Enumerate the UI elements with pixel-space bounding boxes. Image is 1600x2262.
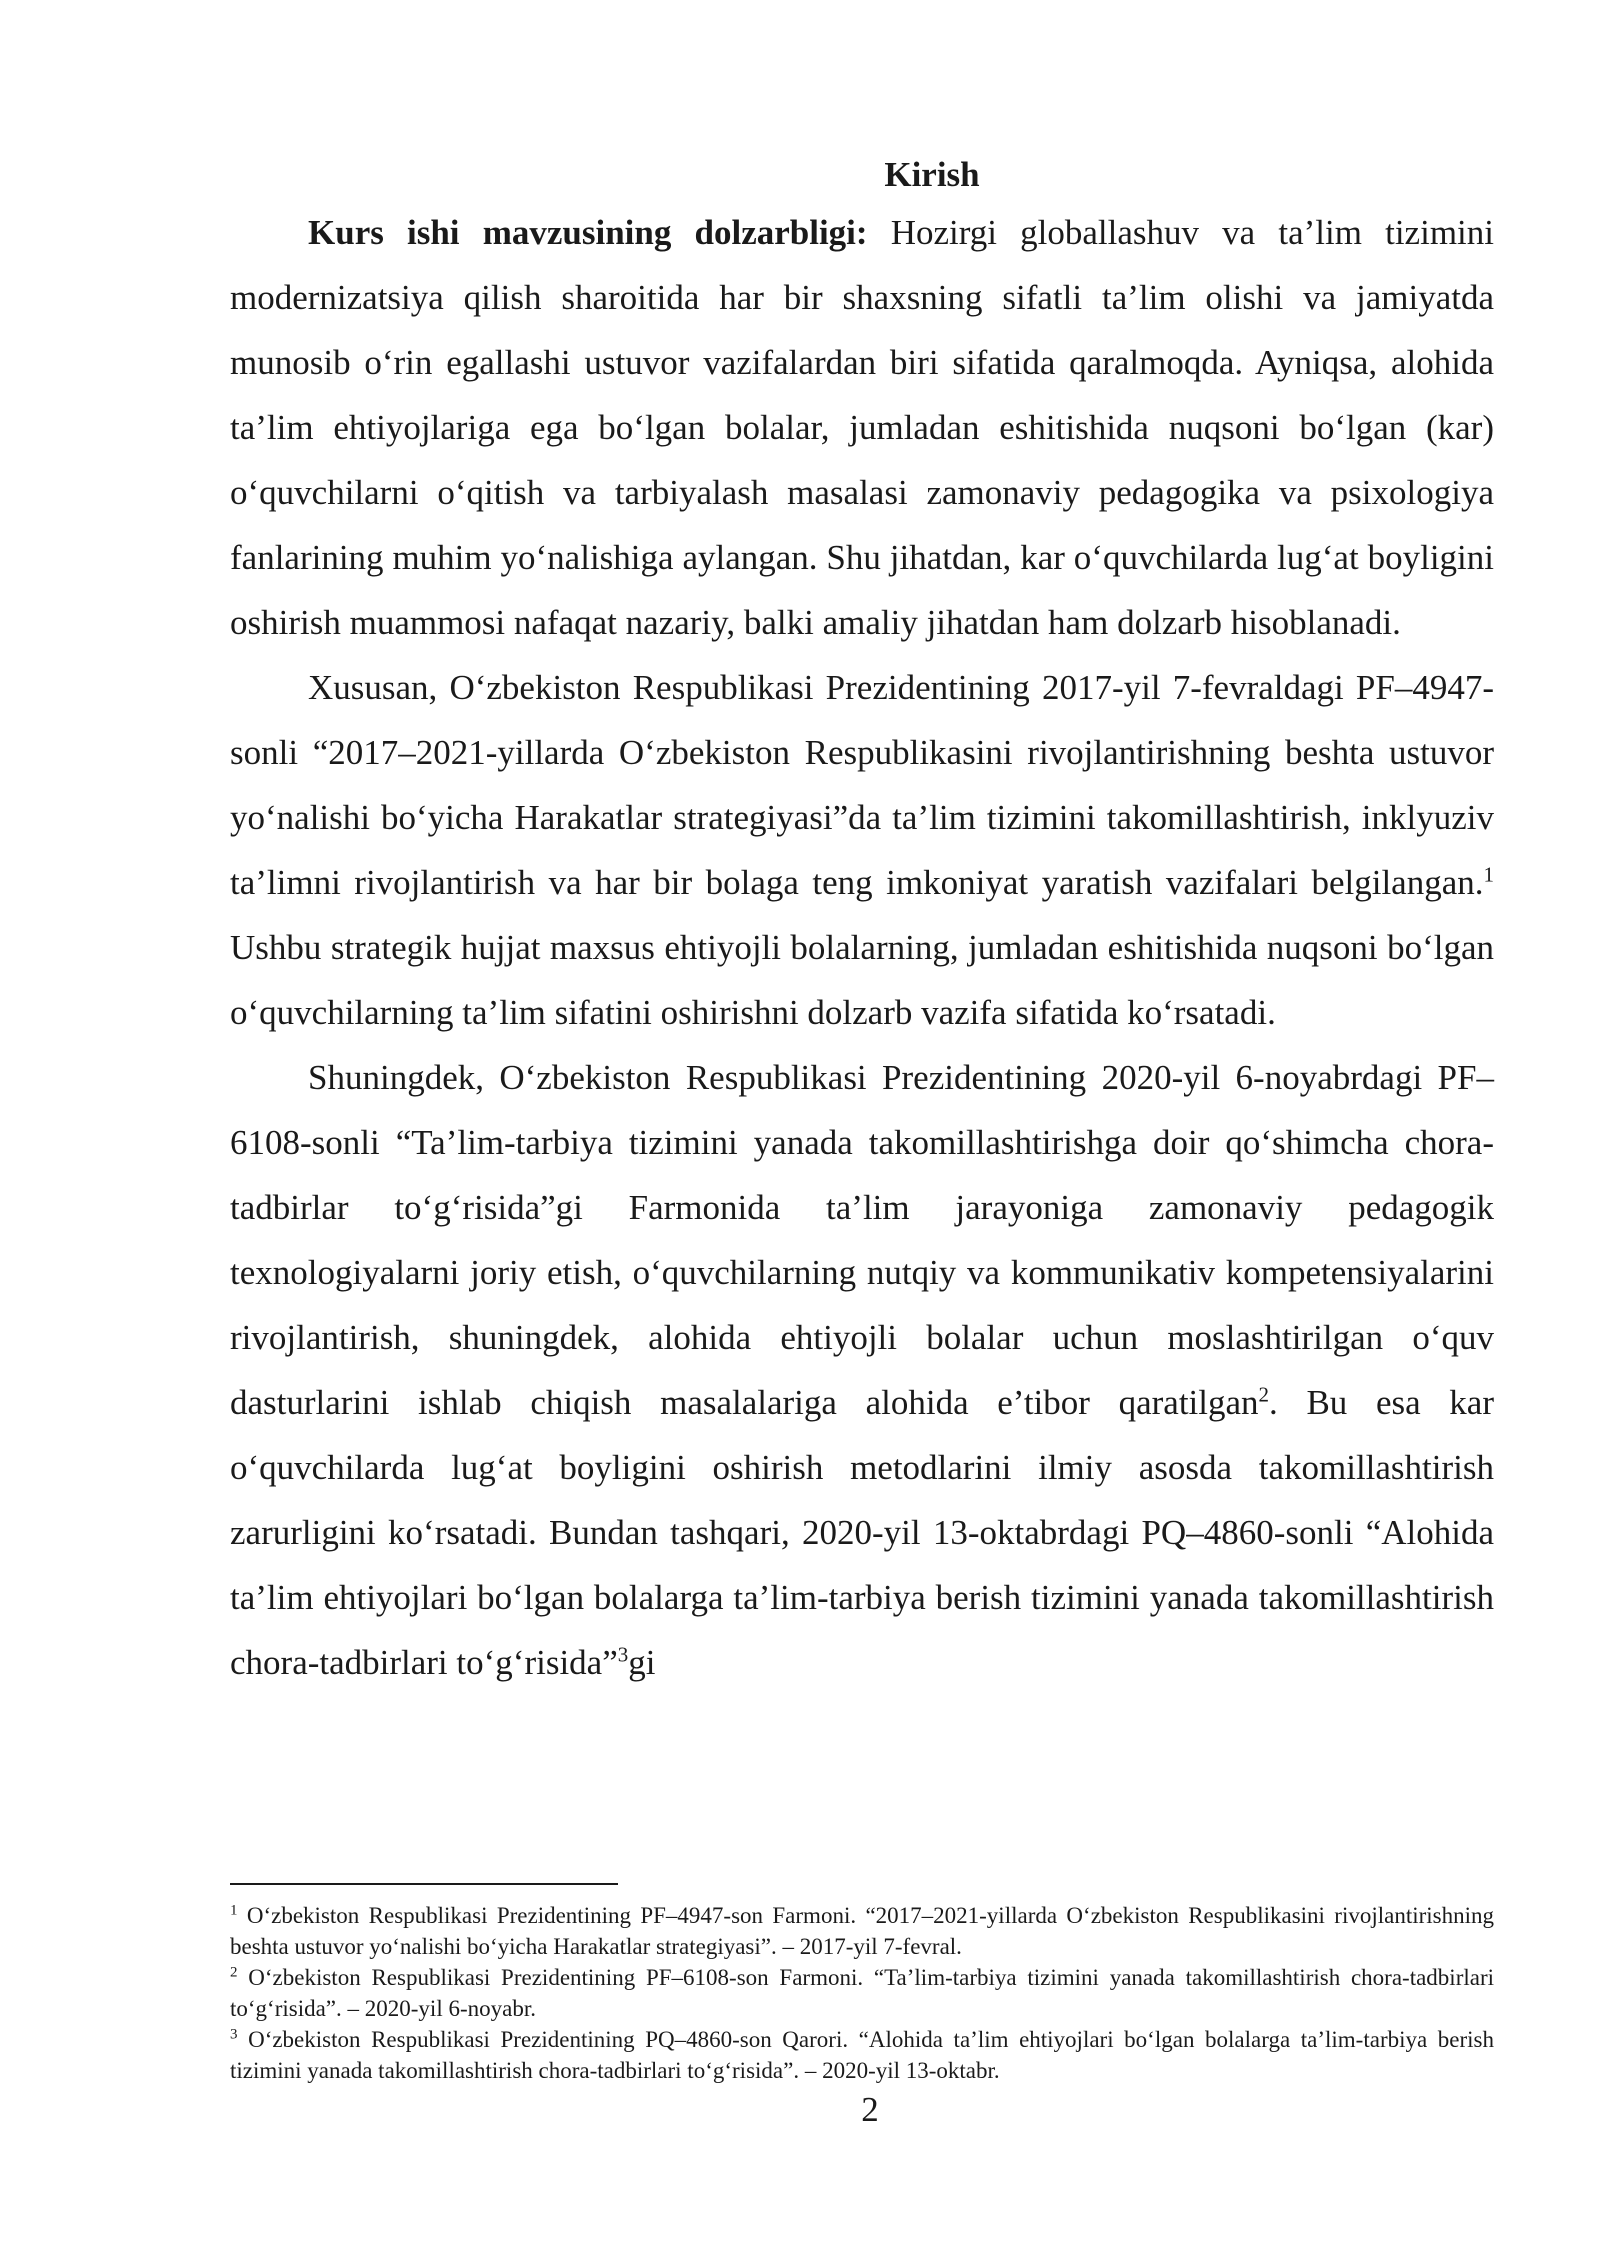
footnote-reference[interactable]: 1 xyxy=(1483,862,1494,887)
paragraph-relevance xyxy=(230,200,1494,655)
footnote-reference[interactable]: 3 xyxy=(617,1642,629,1667)
paragraph-strategy xyxy=(230,655,1494,1045)
footnote-item xyxy=(230,2024,1494,2086)
footnotes xyxy=(230,1900,1494,2086)
paragraph-lead: Kurs ishi mavzusining dolzarbligi: xyxy=(308,213,868,252)
footnote-item xyxy=(230,1900,1494,1962)
footnote-item xyxy=(230,1962,1494,2024)
footnote-separator xyxy=(230,1883,618,1885)
footnote-text: O‘zbekiston Respublikasi Prezidentining PF–4947-son Farmoni. “2017–2021-yillarda O‘zbekiston Respublikasini rivojlantirishning beshta ustuvor yo‘nalishi bo‘yicha Harakatlar strategiyasi”. – 2017-yil 7-fevral. xyxy=(230,1903,1494,1959)
footnote-text: O‘zbekiston Respublikasi Prezidentining PQ–4860-son Qarori. “Alohida ta’lim ehtiyojlari bo‘lgan bolalarga ta’lim-tarbiya berish tizimini yanada takomillashtirish chora-tadbirlari to‘g‘risida”. – 2020-yil 13-oktabr. xyxy=(230,2027,1494,2083)
section-heading: Kirish xyxy=(884,155,980,194)
footnote-number: 3 xyxy=(230,2026,238,2043)
paragraph-text: gi xyxy=(628,1643,656,1682)
paragraph-text: Shuningdek, O‘zbekiston Respublikasi Prezidentining 2020-yil 6-noyabrdagi PF–6108-sonli “Ta’lim-tarbiya tizimini yanada takomillashtirishga doir qo‘shimcha chora-tadbirlar to‘g‘risida”gi Farmonida ta’lim jarayoniga zamonaviy pedagogik texnologiyalarni joriy etish, o‘quvchilarning nutqiy va kommunikativ kompetensiyalarini rivojlantirish, shuningdek, alohida ehtiyojli bolalar uchun moslashtirilgan o‘quv dasturlarini ishlab chiqish masalalariga alohida e’tibor qaratilgan xyxy=(230,1058,1494,1422)
paragraph-text: Hozirgi globallashuv va ta’lim tizimini modernizatsiya qilish sharoitida har bir shaxsning sifatli ta’lim olishi va jamiyatda munosib o‘rin egallashi ustuvor vazifalardan biri sifatida qaralmoqda. Ayniqsa, alohida ta’lim ehtiyojlariga ega bo‘lgan bolalar, jumladan eshitishida nuqsoni bo‘lgan (kar) o‘quvchilarni o‘qitish va tarbiyalash masalasi zamonaviy pedagogika va psixologiya fanlarining muhim yo‘nalishiga aylangan. Shu jihatdan, kar o‘quvchilarda lug‘at boyligini oshirish muammosi nafaqat nazariy, balki amaliy jihatdan ham dolzarb hisoblanadi. xyxy=(230,213,1494,642)
paragraph-decree xyxy=(230,1045,1494,1695)
paragraph-text: Xususan, O‘zbekiston Respublikasi Prezidentining 2017-yil 7-fevraldagi PF–4947-sonli “2017–2021-yillarda O‘zbekiston Respublikasini rivojlantirishning beshta ustuvor yo‘nalishi bo‘yicha Harakatlar strategiyasi”da ta’lim tizimini takomillashtirish, inklyuziv ta’limni rivojlantirish va har bir bolaga teng imkoniyat yaratish vazifalari belgilangan. xyxy=(230,668,1494,902)
footnote-number: 1 xyxy=(230,1902,238,1919)
page-number: 2 xyxy=(861,2090,879,2129)
body-text xyxy=(230,150,1494,1695)
paragraph-text: . Bu esa kar o‘quvchilarda lug‘at boyligini oshirish metodlarini ilmiy asosda takomillashtirish zarurligini ko‘rsatadi. Bundan tashqari, 2020-yil 13-oktabrdagi PQ–4860-sonli “Alohida ta’lim ehtiyojlari bo‘lgan bolalarga ta’lim-tarbiya berish tizimini yanada takomillashtirish chora-tadbirlari to‘g‘risida” xyxy=(230,1383,1494,1682)
footnote-number: 2 xyxy=(230,1964,238,1981)
footnote-text: O‘zbekiston Respublikasi Prezidentining PF–6108-son Farmoni. “Ta’lim-tarbiya tizimini yanada takomillashtirish chora-tadbirlari to‘g‘risida”. – 2020-yil 6-noyabr. xyxy=(230,1965,1494,2021)
paragraph-text: Ushbu strategik hujjat maxsus ehtiyojli bolalarning, jumladan eshitishida nuqsoni bo‘lgan o‘quvchilarning ta’lim sifatini oshirishni dolzarb vazifa sifatida ko‘rsatadi. xyxy=(230,928,1494,1032)
footnote-reference[interactable]: 2 xyxy=(1258,1382,1270,1407)
